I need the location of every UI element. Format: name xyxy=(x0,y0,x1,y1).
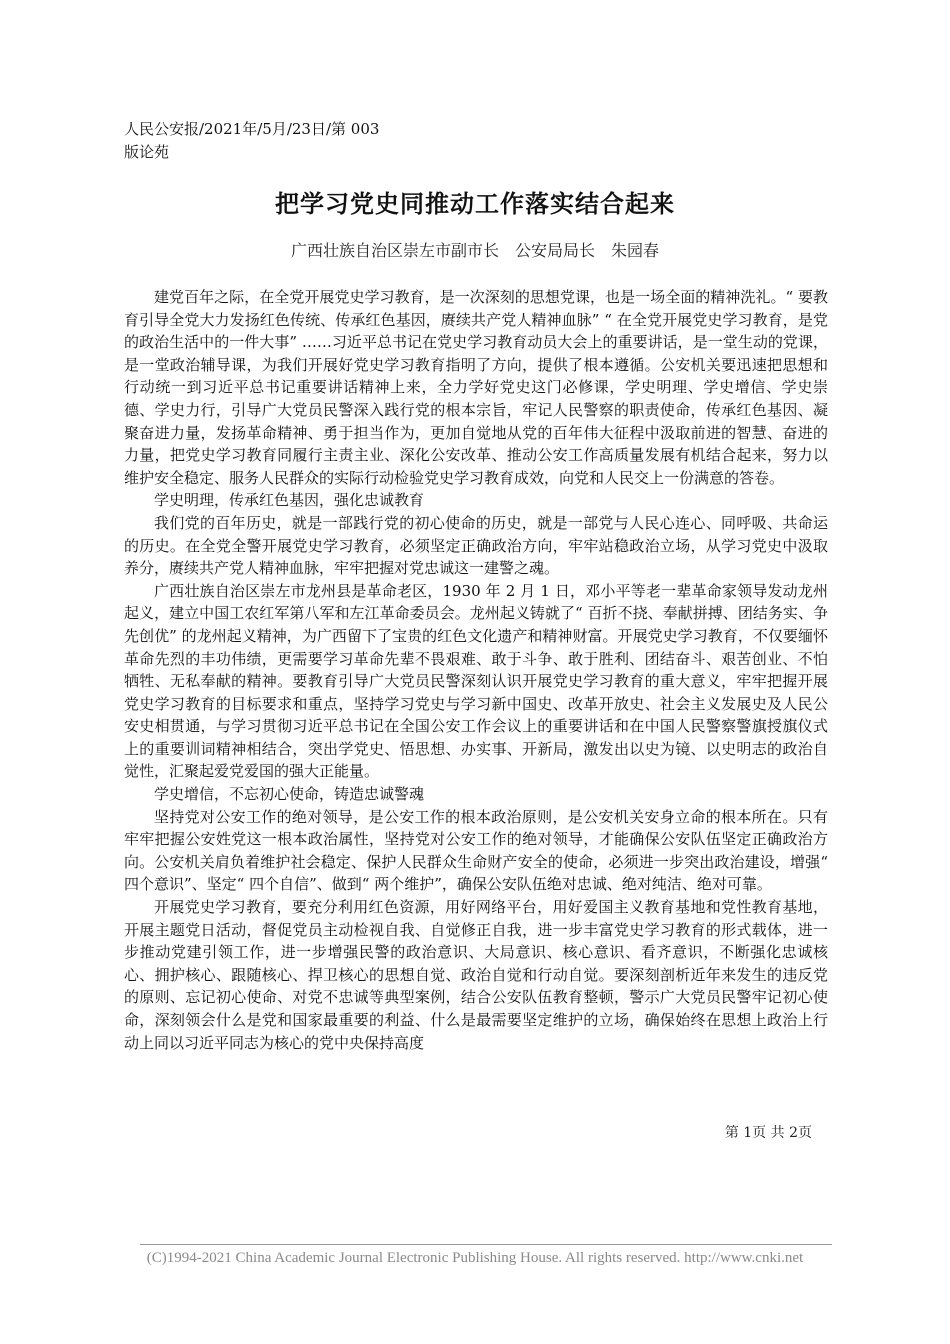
section-name: 版论苑 xyxy=(124,143,170,161)
section-heading: 学史增信，不忘初心使命，铸造忠诚警魂 xyxy=(154,785,425,804)
source-info xyxy=(124,118,379,164)
paragraph: 坚持党对公安工作的绝对领导，是公安工作的根本政治原则，是公安机关安身立命的根本所在。只有牢牢把握公安姓党这一根本政治属性，坚持党对公安工作的绝对领导，才能确保公安队伍坚定正确政治方向。公安机关肩负着维护社会稳定、保护人民群众生命财产安全的使命，必须进一步突出政治建设，增强“ 四个意识”、坚定“ 四个自信”、做到“ 两个维护”，确保公安队伍绝对忠诚、绝对纯洁、绝对可靠。 xyxy=(124,807,828,894)
source-line: 人民公安报/2021年/5月/23日/第 003 xyxy=(124,120,380,138)
paragraph: 建党百年之际，在全党开展党史学习教育，是一次深刻的思想党课，也是一场全面的精神洗礼。“ 要教育引导全党大力发扬红色传统、传承红色基因，赓续共产党人精神血脉” “ 在全党开展党史学习教育，是党的政治生活中的一件大事” ……习近平总书记在党史学习教育动员大会上的重要讲话，是一堂生动的党课，是一堂政治辅导课，为我们开展好党史学习教育指明了方向，提供了根本遵循。公安机关要迅速把思想和行动统一到习近平总书记重要讲话精神上来，全力学好党史这门必修课，学史明理、学史增信、学史崇德、学史力行，引导广大党员民警深入践行党的根本宗旨，牢记人民警察的职责使命，传承红色基因、凝聚奋进力量，发扬革命精神、勇于担当作为，更加自觉地从党的百年伟大征程中汲取前进的智慧、奋进的力量，把党史学习教育同履行主责主业、深化公安改革、推动公安工作高质量发展有机结合起来，努力以维护安全稳定、服务人民群众的实际行动检验党史学习教育成效，向党和人民交上一份满意的答卷。 xyxy=(124,288,828,487)
page-indicator: 第 1页 共 2页 xyxy=(724,1125,812,1141)
article-author: 广西壮族自治区崇左市副市长 公安局局长 朱园春 xyxy=(290,241,659,260)
copyright-notice: (C)1994-2021 China Academic Journal Electronic Publishing House. All rights reserved. http://www.cnki.net xyxy=(146,1250,804,1266)
article-body xyxy=(124,286,828,1054)
article-title: 把学习党史同推动工作落实结合起来 xyxy=(275,190,675,218)
paragraph: 我们党的百年历史，就是一部践行党的初心使命的历史，就是一部党与人民心连心、同呼吸、共命运的历史。在全党全警开展党史学习教育，必须坚定正确政治方向，牢牢站稳政治立场，从学习党史中汲取养分，赓续共产党人精神血脉，牢牢把握对党忠诚这一建警之魂。 xyxy=(124,513,828,578)
footer-divider xyxy=(140,1244,832,1245)
paragraph: 开展党史学习教育，要充分利用红色资源，用好网络平台，用好爱国主义教育基地和党性教育基地，开展主题党日活动，督促党员主动检视自我、自觉修正自我，进一步丰富党史学习教育的形式载体，进一步推动党建引领工作，进一步增强民警的政治意识、大局意识、核心意识、看齐意识，不断强化忠诚核心、拥护核心、跟随核心、捍卫核心的思想自觉、政治自觉和行动自觉。要深刻剖析近年来发生的违反党的原则、忘记初心使命、对党不忠诚等典型案例，结合公安队伍教育整顿，警示广大党员民警牢记初心使命，深刻领会什么是党和国家最重要的利益、什么是最需要坚定维护的立场，确保始终在思想上政治上行动上同以习近平同志为核心的党中央保持高度 xyxy=(124,898,828,1052)
paragraph: 广西壮族自治区崇左市龙州县是革命老区，1930 年 2 月 1 日，邓小平等老一辈革命家领导发动龙州起义，建立中国工农红军第八军和左江革命委员会。龙州起义铸就了“ 百折不挠、奉献拼搏、团结务实、争先创优” 的龙州起义精神，为广西留下了宝贵的红色文化遗产和精神财富。开展党史学习教育，不仅要缅怀革命先烈的丰功伟绩，更需要学习革命先辈不畏艰难、敢于斗争、敢于胜利、团结奋斗、艰苦创业、不怕牺牲、无私奉献的精神。要教育引导广大党员民警深刻认识开展党史学习教育的重大意义，牢牢把握开展党史学习教育的目标要求和重点，坚持学习党史与学习新中国史、改革开放史、社会主义发展史及人民公安史相贯通，与学习贯彻习近平总书记在全国公安工作会议上的重要讲话和在中国人民警察警旗授旗仪式上的重要训词精神相结合，突出学党史、悟思想、办实事、开新局，激发出以史为镜、以史明志的政治自觉性，汇聚起爱党爱国的强大正能量。 xyxy=(124,581,828,781)
section-heading: 学史明理，传承红色基因，强化忠诚教育 xyxy=(154,491,425,510)
